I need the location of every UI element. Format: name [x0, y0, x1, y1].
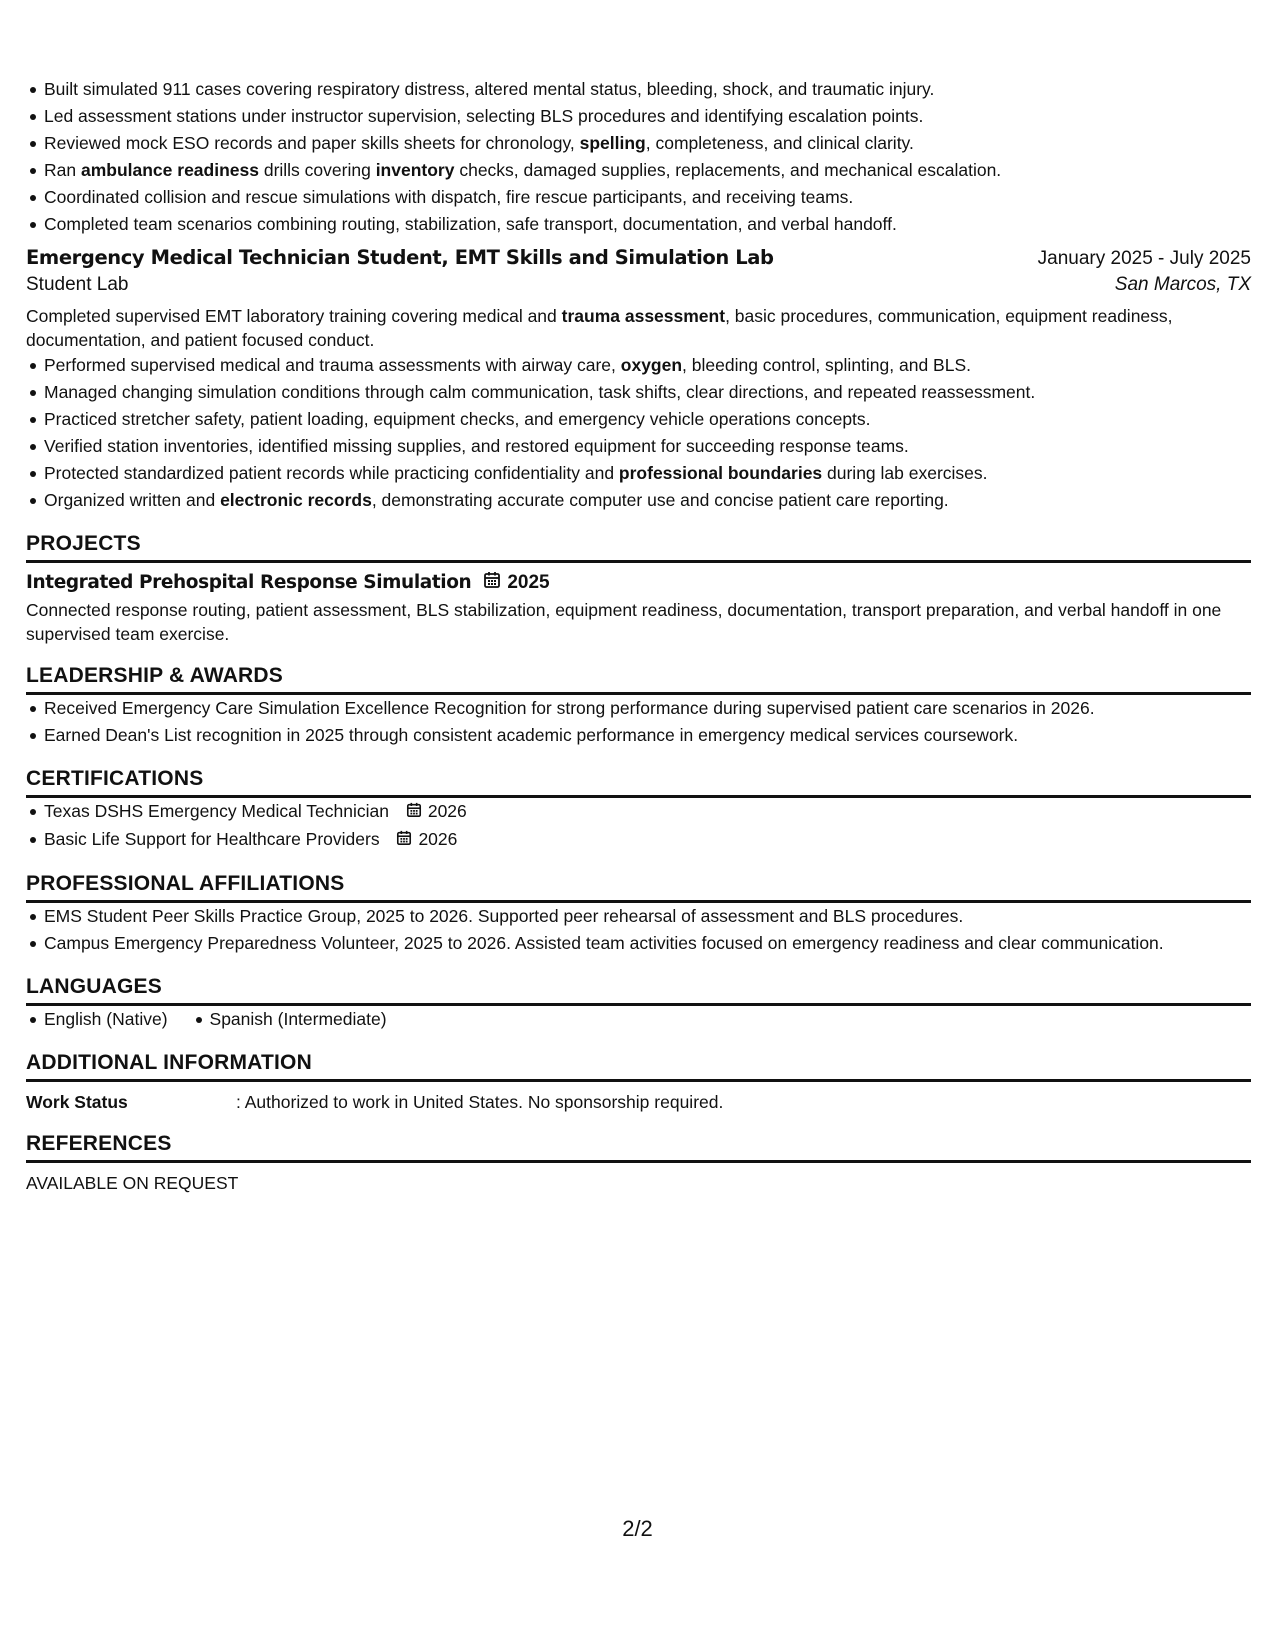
previous-role-bullets	[26, 76, 1251, 238]
section-title-certifications: CERTIFICATIONS	[26, 767, 1251, 798]
page-number: 2/2	[622, 1516, 653, 1541]
references-text: AVAILABLE ON REQUEST	[26, 1172, 239, 1193]
list-item: Practiced stretcher safety, patient loading, equipment checks, and emergency vehicle operations concepts.	[26, 406, 1251, 433]
job-title: Emergency Medical Technician Student, EMT Skills and Simulation Lab	[26, 246, 774, 269]
job-dates: January 2025 - July 2025	[1037, 248, 1251, 269]
list-item: Managed changing simulation conditions through calm communication, task shifts, clear directions, and repeated reassessment.	[26, 379, 1251, 406]
languages-list	[26, 1006, 1251, 1033]
calendar-icon	[396, 827, 412, 854]
cert-year: 2026	[418, 828, 458, 849]
section-title-projects: PROJECTS	[26, 532, 1251, 563]
list-item: Earned Dean's List recognition in 2025 through consistent academic performance in emergency medical services coursework.	[26, 722, 1251, 749]
list-item: Led assessment stations under instructor supervision, selecting BLS procedures and identifying escalation points.	[26, 103, 1251, 130]
job-header	[26, 246, 1251, 270]
section-title-references: REFERENCES	[26, 1132, 1251, 1163]
job-subheader	[26, 274, 1251, 296]
section-title-leadership: LEADERSHIP & AWARDS	[26, 664, 1251, 695]
list-item: Built simulated 911 cases covering respiratory distress, altered mental status, bleeding, shock, and traumatic injury.	[26, 76, 1251, 103]
job-location: San Marcos, TX	[1114, 274, 1251, 295]
certifications-list	[26, 798, 1251, 854]
list-item: English (Native)	[26, 1006, 168, 1033]
affiliations-list	[26, 903, 1251, 957]
list-item: Basic Life Support for Healthcare Providers 2026	[26, 826, 1251, 854]
list-item: Verified station inventories, identified missing supplies, and restored equipment for succeeding response teams.	[26, 433, 1251, 460]
cert-year: 2026	[427, 801, 467, 821]
list-item: Protected standardized patient records while practicing confidentiality and professional boundaries during lab exercises.	[26, 460, 1251, 487]
project-year: 2025	[507, 571, 550, 593]
section-title-additional: ADDITIONAL INFORMATION	[26, 1051, 1251, 1082]
project-description: Connected response routing, patient assessment, BLS stabilization, equipment readiness, documentation, transport preparation, and verbal handoff in one supervised team exercise.	[26, 600, 1222, 644]
job-summary: Completed supervised EMT laboratory training covering medical and trauma assessment, basic procedures, communication, equipment readiness, documentation, and patient focused conduct.	[26, 306, 1173, 350]
list-item: Ran ambulance readiness drills covering inventory checks, damaged supplies, replacements, and mechanical escalation.	[26, 157, 1251, 184]
list-item: Spanish (Intermediate)	[192, 1006, 387, 1033]
list-item: Completed team scenarios combining routing, stabilization, safe transport, documentation, and verbal handoff.	[26, 211, 1251, 238]
job-bullets	[26, 352, 1251, 514]
project-name: Integrated Prehospital Response Simulation	[26, 572, 472, 593]
list-item: Campus Emergency Preparedness Volunteer, 2025 to 2026. Assisted team activities focused on emergency readiness and clear communication.	[26, 930, 1251, 957]
calendar-icon	[483, 571, 501, 594]
list-item: Performed supervised medical and trauma assessments with airway care, oxygen, bleeding control, splinting, and BLS.	[26, 352, 1251, 379]
calendar-icon	[406, 799, 422, 826]
list-item: EMS Student Peer Skills Practice Group, 2025 to 2026. Supported peer rehearsal of assessment and BLS procedures.	[26, 903, 1251, 930]
list-item: Organized written and electronic records, demonstrating accurate computer use and concise patient care reporting.	[26, 487, 1251, 514]
section-title-languages: LANGUAGES	[26, 975, 1251, 1006]
list-item: Reviewed mock ESO records and paper skills sheets for chronology, spelling, completeness, and clinical clarity.	[26, 130, 1251, 157]
project-header	[26, 571, 1251, 594]
job-organization: Student Lab	[26, 274, 129, 295]
section-title-affiliations: PROFESSIONAL AFFILIATIONS	[26, 872, 1251, 903]
list-item: Coordinated collision and rescue simulations with dispatch, fire rescue participants, and receiving teams.	[26, 184, 1251, 211]
list-item: Texas DSHS Emergency Medical Technician 2026	[26, 798, 1251, 826]
work-status-value: : Authorized to work in United States. No sponsorship required.	[236, 1091, 724, 1112]
resume-page	[26, 76, 1251, 1194]
list-item: Received Emergency Care Simulation Excellence Recognition for strong performance during supervised patient care scenarios in 2026.	[26, 695, 1251, 722]
leadership-list	[26, 695, 1251, 749]
work-status-row	[26, 1090, 1251, 1114]
work-status-label: Work Status	[26, 1091, 128, 1112]
